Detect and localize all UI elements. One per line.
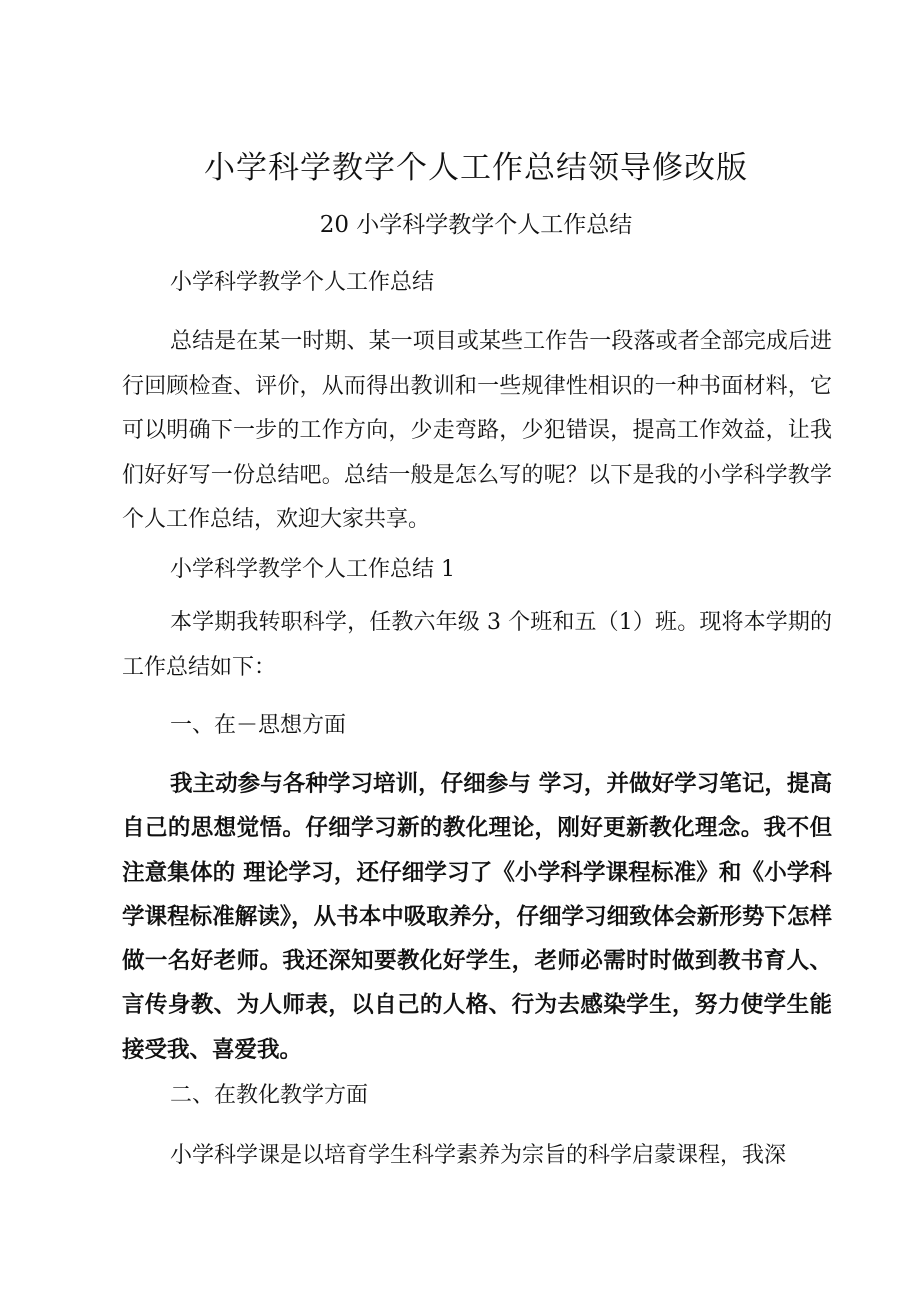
main-heading: 小学科学教学个人工作总结 — [170, 270, 435, 295]
section-heading-thought: 一、在－思想方面 — [170, 713, 347, 738]
paragraph-1: 本学期我转职科学，任教六年级 3 个班和五（1）班。现将本学期的工作总结如下： — [122, 610, 832, 680]
paragraph-2: 小学科学课是以培育学生科学素养为宗旨的科学启蒙课程，我深 — [170, 1143, 787, 1168]
intro-paragraph: 总结是在某一时期、某一项目或某些工作告一段落或者全部完成后进行回顾检查、评价，从而得出教训和一些规律性相识的一种书面材料，它可以明确下一步的工作方向，少走弯路，少犯错误，提高工作效益，让我们好好写一份总结吧。总结一般是怎么写的呢？以下是我的小学科学教学个人工作总结，欢迎大家共享。 — [122, 329, 832, 533]
section-heading-teaching: 二、在教化教学方面 — [170, 1083, 369, 1108]
document-title: 小学科学教学个人工作总结领导修改版 — [204, 150, 748, 186]
section-heading-1: 小学科学教学个人工作总结 1 — [170, 557, 455, 582]
document-subtitle: 20 小学科学教学个人工作总结 — [319, 212, 633, 238]
bold-paragraph: 我主动参与各种学习培训，仔细参与 学习，并做好学习笔记，提高自己的思想觉悟。仔细学习新的教化理论，刚好更新教化理念。我不但注意集体的 理论学习，还仔细学习了《小学科学课程标准》和《小学科学课程标准解读》，从书本中吸取养分，仔细学习细致体会新形势下怎样做一名好老师。我还深知要教化好学生，老师必需时时做到教书育人、言传身教、为人师表，以自己的人格、行为去感染学生，努力使学生能接受我、喜爱我。 — [122, 771, 832, 1063]
